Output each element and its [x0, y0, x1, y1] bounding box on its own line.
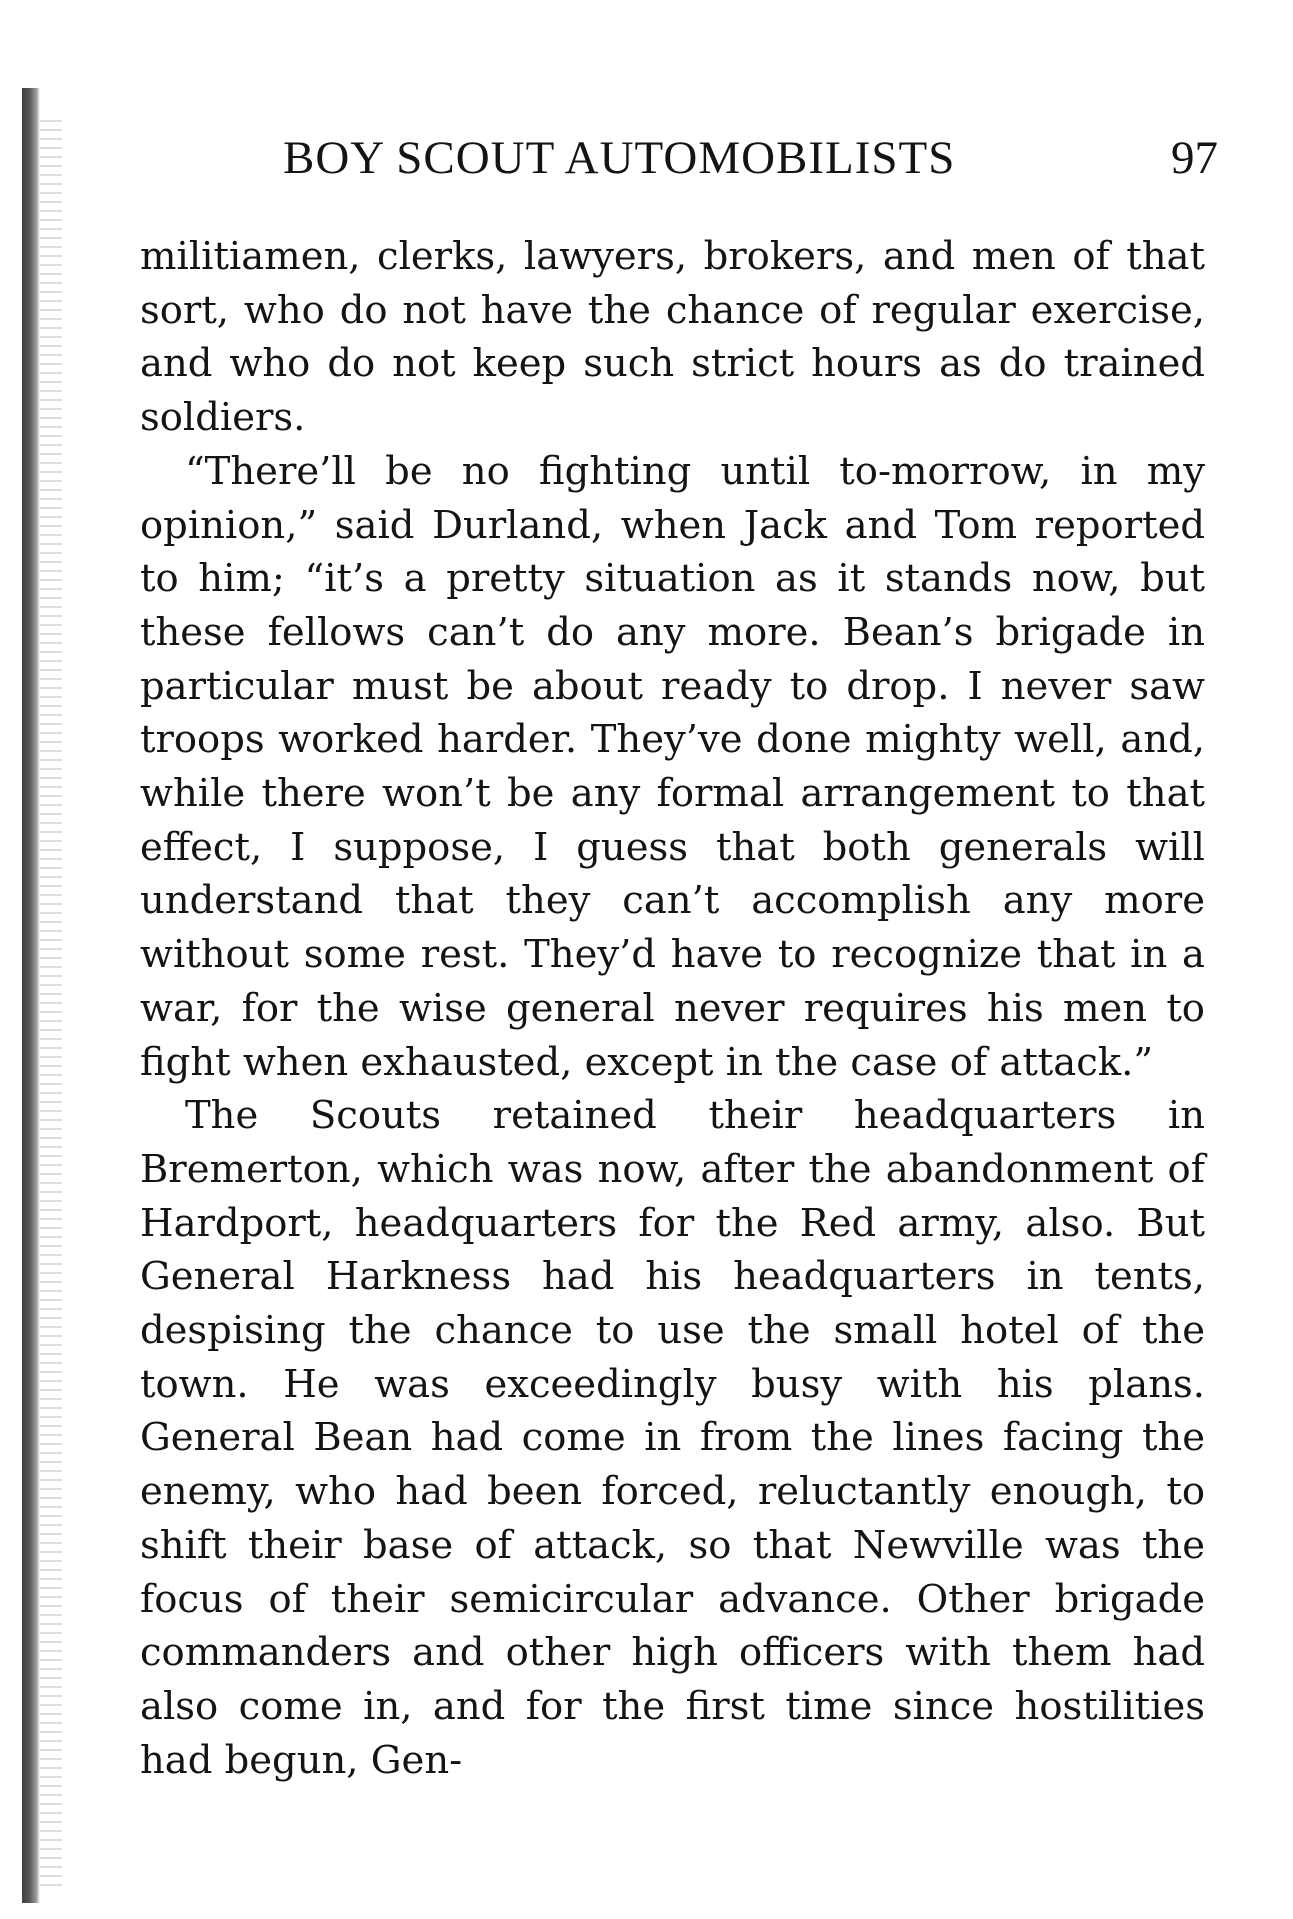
running-title: BOY SCOUT AUTOMOBILISTS	[283, 132, 956, 184]
page-number: 97	[1171, 132, 1218, 184]
binding-edge-shadow	[22, 88, 40, 1903]
running-head	[283, 128, 1218, 188]
paragraph-continuation: militiamen, clerks, lawyers, brokers, and men of that sort, who do not have the chance of regular exercise, and who do not keep such strict hours as do trained soldiers.	[140, 234, 1205, 441]
paragraph-durland-quote: “There’ll be no fighting until to-morrow, in my opinion,” said Durland, when Jack and Tom reported to him; “it’s a pretty situation as it stands now, but these fellows can’t do any more. Bean’s brigade in particular must be about ready to drop. I never saw troops worked harder. They’ve done mighty well, and, while there won’t be any formal arrangement to that effect, I suppose, I guess that both generals will understand that they can’t accomplish any more without some rest. They’d have to recognize that in a war, for the wise general never requires his men to fight when exhausted, except in the case of attack.”	[140, 448, 1205, 1085]
paragraph-scouts-headquarters: The Scouts retained their headquarters in Bremerton, which was now, after the abandonment of Hardport, headquarters for the Red army, also. But General Harkness had his headquarters in tents, despising the chance to use the small hotel of the town. He was exceedingly busy with his plans. General Bean had come in from the lines facing the enemy, who had been forced, reluctantly enough, to shift their base of attack, so that Newville was the focus of their semicircular advance. Other brigade commanders and other high officers with them had also come in, and for the first time since hostilities had begun, Gen-	[140, 1093, 1205, 1783]
body-text	[140, 230, 1205, 1787]
binding-edge-texture	[40, 120, 62, 1890]
